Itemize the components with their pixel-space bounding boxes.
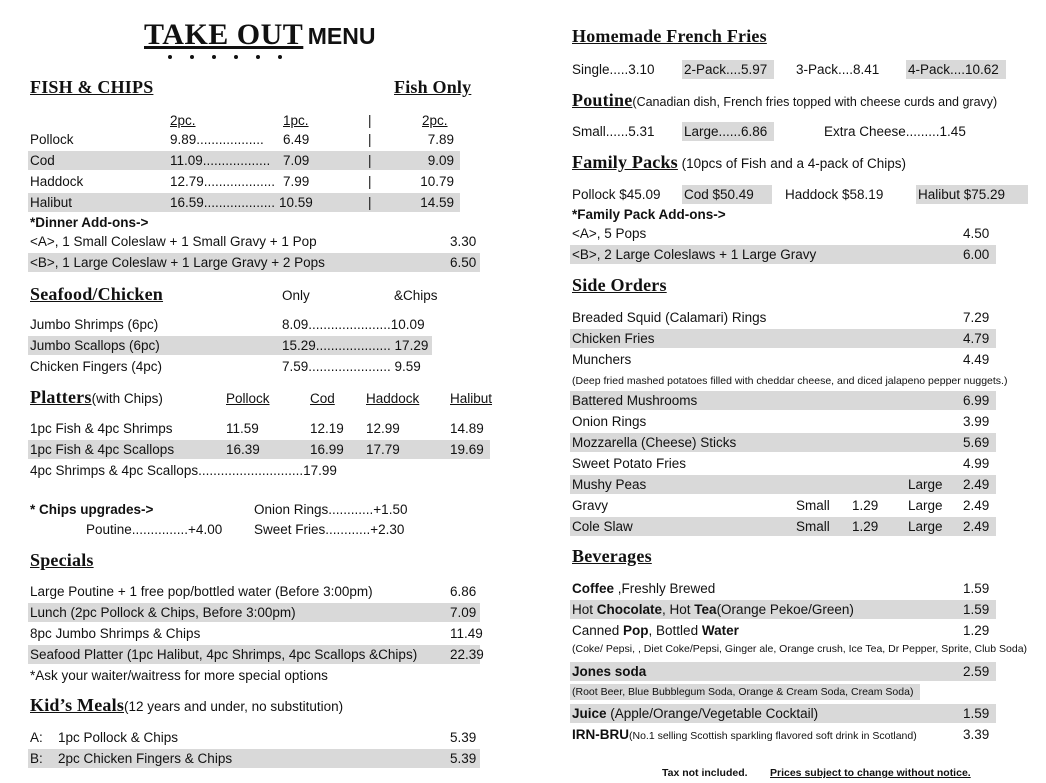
- fish-2pc: 16.59...................: [170, 195, 276, 210]
- family-heading: Family Packs: [572, 152, 678, 172]
- poutine-heading-wrap: [572, 90, 997, 111]
- poutine-large: Large......6.86: [684, 124, 768, 139]
- fish-name: Pollock: [30, 132, 74, 147]
- bev-canned-c: , Bottled: [648, 623, 702, 638]
- special-price: 22.39: [450, 647, 484, 662]
- side-mushy-large: Large: [908, 477, 943, 492]
- fish-2pc: 12.79...................: [170, 174, 276, 189]
- fish-2pc: 11.09..................: [170, 153, 271, 168]
- munchers-note: (Deep fried mashed potatoes filled with cheddar cheese, and diced jalapeno pepper nuggets.): [572, 375, 1008, 387]
- fries-heading: Homemade French Fries: [572, 26, 767, 46]
- bev-juice-price: 1.59: [963, 706, 990, 721]
- bev-heading: Beverages: [572, 546, 652, 566]
- family-heading-wrap: [572, 152, 906, 173]
- title-dot: [190, 55, 194, 59]
- bev-irn-price: 3.39: [963, 727, 990, 742]
- seafood-price: 7.59...................... 9.59: [282, 359, 421, 374]
- title-dot: [256, 55, 260, 59]
- special-price: 7.09: [450, 605, 477, 620]
- platter-price: 16.99: [310, 442, 344, 457]
- bev-coffee-desc: ,Freshly Brewed: [614, 581, 716, 596]
- bev-choc-b: Chocolate: [596, 602, 663, 617]
- bev-choc-a: Hot: [572, 602, 597, 617]
- title-dot: [168, 55, 172, 59]
- side-cole: Cole Slaw: [572, 519, 633, 534]
- side-gravy-large: Large: [908, 498, 943, 513]
- menu-title: [144, 18, 376, 52]
- seafood-name: Jumbo Scallops (6pc): [30, 338, 160, 353]
- kids-heading: Kid’s Meals: [30, 695, 125, 715]
- side-price: 5.69: [963, 435, 990, 450]
- side-cole-small: Small: [796, 519, 830, 534]
- fries-3pack: 3-Pack....8.41: [796, 62, 880, 77]
- seafood-col-only: Only: [282, 288, 310, 303]
- fish-2pc: 9.89..................: [170, 132, 264, 147]
- platter-last: 4pc Shrimps & 4pc Scallops............................17.99: [30, 463, 337, 478]
- bev-irn-name: IRN-BRU: [572, 727, 629, 742]
- bev-canned-b: Pop: [623, 623, 649, 638]
- side-price: 7.29: [963, 310, 990, 325]
- poutine-extra: Extra Cheese.........1.45: [824, 124, 966, 139]
- fish-only-price: 7.89: [427, 132, 454, 147]
- bev-juice: [572, 704, 818, 723]
- seafood-col-chips: &Chips: [394, 288, 438, 303]
- fish-sep: |: [368, 195, 372, 210]
- upgrade-poutine: Poutine...............+4.00: [86, 522, 223, 537]
- family-addon-price: 6.00: [963, 247, 990, 262]
- kids-text: 1pc Pollock & Chips: [58, 730, 179, 745]
- bev-juice-desc: (Apple/Orange/Vegetable Cocktail): [606, 706, 819, 721]
- seafood-name: Jumbo Shrimps (6pc): [30, 317, 159, 332]
- footer-prices: Prices subject to change without notice.: [770, 767, 971, 779]
- special-text: Seafood Platter (1pc Halibut, 4pc Shrimps, 4pc Scallops &Chips): [30, 647, 418, 662]
- side-text: Battered Mushrooms: [572, 393, 698, 408]
- kids-price: 5.39: [450, 751, 477, 766]
- fish-only-price: 14.59: [420, 195, 454, 210]
- side-price: 3.99: [963, 414, 990, 429]
- fries-single: Single.....3.10: [572, 62, 655, 77]
- family-addon-text: <A>, 5 Pops: [572, 226, 647, 241]
- specials-note: *Ask your waiter/waitress for more special options: [30, 668, 328, 683]
- bev-coffee-name: Coffee: [572, 581, 615, 596]
- upgrade-sweet: Sweet Fries............+2.30: [254, 522, 405, 537]
- bev-choc-d: Tea: [694, 602, 717, 617]
- col-2pc-only: 2pc.: [422, 113, 448, 128]
- side-price: 4.79: [963, 331, 990, 346]
- kids-sub: (12 years and under, no substitution): [124, 699, 344, 714]
- fish-chips-heading: FISH & CHIPS: [30, 77, 154, 97]
- side-text: Chicken Fries: [572, 331, 655, 346]
- kids-text: 2pc Chicken Fingers & Chips: [58, 751, 233, 766]
- seafood-heading: Seafood/Chicken: [30, 284, 164, 304]
- fish-only-price: 9.09: [427, 153, 454, 168]
- bev-jones-price: 2.59: [963, 664, 990, 679]
- side-price: 6.99: [963, 393, 990, 408]
- title-dot: [212, 55, 216, 59]
- sides-heading: Side Orders: [572, 275, 667, 295]
- platter-col: Pollock: [226, 391, 270, 406]
- fish-sep: |: [368, 174, 372, 189]
- family-addon-price: 4.50: [963, 226, 990, 241]
- bev-choc: [572, 600, 854, 619]
- addon-a-price: 3.30: [450, 234, 477, 249]
- family-cod: Cod $50.49: [684, 187, 754, 202]
- poutine-heading: Poutine: [572, 90, 633, 110]
- platter-price: 16.39: [226, 442, 260, 457]
- special-text: 8pc Jumbo Shrimps & Chips: [30, 626, 201, 641]
- side-mushy-price: 2.49: [963, 477, 990, 492]
- platters-sub: (with Chips): [91, 391, 163, 406]
- col-1pc: 1pc.: [283, 113, 309, 128]
- bev-choc-c: , Hot: [662, 602, 695, 617]
- poutine-small: Small......5.31: [572, 124, 655, 139]
- platters-heading-wrap: [30, 387, 163, 408]
- bev-jones-note: (Root Beer, Blue Bubblegum Soda, Orange & Cream Soda, Cream Soda): [572, 686, 914, 698]
- specials-heading: Specials: [30, 550, 94, 570]
- addon-a-text: <A>, 1 Small Coleslaw + 1 Small Gravy + 1 Pop: [30, 234, 317, 249]
- side-text: Sweet Potato Fries: [572, 456, 687, 471]
- title-dot: [278, 55, 282, 59]
- bev-juice-name: Juice: [572, 706, 607, 721]
- platter-name: 1pc Fish & 4pc Shrimps: [30, 421, 173, 436]
- addon-b-text: <B>, 1 Large Coleslaw + 1 Large Gravy + 2 Pops: [30, 255, 325, 270]
- seafood-price: 8.09......................10.09: [282, 317, 425, 332]
- title-dot: [234, 55, 238, 59]
- special-price: 11.49: [450, 626, 483, 641]
- addon-b-price: 6.50: [450, 255, 477, 270]
- fish-1pc: 6.49: [283, 132, 310, 147]
- seafood-name: Chicken Fingers (4pc): [30, 359, 163, 374]
- fries-2pack: 2-Pack....5.97: [684, 62, 768, 77]
- platter-price: 17.79: [366, 442, 400, 457]
- bev-canned-price: 1.29: [963, 623, 990, 638]
- upgrade-onion: Onion Rings............+1.50: [254, 502, 408, 517]
- side-text: Mozzarella (Cheese) Sticks: [572, 435, 737, 450]
- bev-jones: Jones soda: [572, 664, 647, 679]
- bev-coffee-price: 1.59: [963, 581, 990, 596]
- chips-upgrades-label: * Chips upgrades->: [30, 502, 154, 517]
- side-price: 4.99: [963, 456, 990, 471]
- title-take-out: TAKE OUT: [144, 18, 304, 51]
- special-text: Lunch (2pc Pollock & Chips, Before 3:00pm): [30, 605, 296, 620]
- side-gravy-small: Small: [796, 498, 830, 513]
- side-gravy: Gravy: [572, 498, 609, 513]
- bev-canned-note: (Coke/ Pepsi, , Diet Coke/Pepsi, Ginger ale, Orange crush, Ice Tea, Dr Pepper, Sprite, Club Soda): [572, 643, 1028, 655]
- side-cole-price: 2.49: [963, 519, 990, 534]
- bev-coffee: [572, 579, 715, 598]
- bev-choc-e: (Orange Pekoe/Green): [716, 602, 854, 617]
- side-text: Munchers: [572, 352, 632, 367]
- fish-name: Cod: [30, 153, 55, 168]
- seafood-price: 15.29.................... 17.29: [282, 338, 429, 353]
- fish-1pc: 7.09: [283, 153, 310, 168]
- special-price: 6.86: [450, 584, 477, 599]
- special-text: Large Poutine + 1 free pop/bottled water (Before 3:00pm): [30, 584, 373, 599]
- fish-only-heading: Fish Only: [394, 77, 472, 97]
- footer-tax: Tax not included.: [662, 767, 748, 779]
- side-mushy: Mushy Peas: [572, 477, 647, 492]
- side-cole-small-price: 1.29: [852, 519, 879, 534]
- platter-price: 11.59: [226, 421, 259, 436]
- fish-sep: |: [368, 153, 372, 168]
- side-text: Onion Rings: [572, 414, 647, 429]
- platter-col: Halibut: [450, 391, 493, 406]
- col-2pc: 2pc.: [170, 113, 196, 128]
- bev-choc-price: 1.59: [963, 602, 990, 617]
- fish-name: Halibut: [30, 195, 73, 210]
- bev-canned-d: Water: [701, 623, 739, 638]
- side-cole-large: Large: [908, 519, 943, 534]
- poutine-sub: (Canadian dish, French fries topped with cheese curds and gravy): [632, 95, 998, 109]
- platter-name: 1pc Fish & 4pc Scallops: [30, 442, 175, 457]
- side-gravy-small-price: 1.29: [852, 498, 879, 513]
- fish-only-price: 10.79: [420, 174, 454, 189]
- bev-irn: [572, 725, 917, 746]
- platter-price: 19.69: [450, 442, 484, 457]
- platter-col: Cod: [310, 391, 335, 406]
- family-sub: (10pcs of Fish and a 4-pack of Chips): [677, 156, 907, 171]
- fish-1pc: 7.99: [283, 174, 310, 189]
- fish-sep: |: [368, 132, 372, 147]
- side-text: Breaded Squid (Calamari) Rings: [572, 310, 767, 325]
- side-gravy-price: 2.49: [963, 498, 990, 513]
- bev-canned-a: Canned: [572, 623, 624, 638]
- title-menu: MENU: [307, 23, 376, 49]
- platter-price: 12.19: [310, 421, 344, 436]
- kids-letter: A:: [30, 730, 43, 745]
- kids-price: 5.39: [450, 730, 477, 745]
- bev-irn-desc: (No.1 selling Scottish sparkling flavored soft drink in Scotland): [629, 730, 917, 742]
- dinner-addons-title: *Dinner Add-ons->: [30, 215, 149, 230]
- platter-price: 12.99: [366, 421, 400, 436]
- family-addons-title: *Family Pack Add-ons->: [572, 207, 726, 222]
- fries-4pack: 4-Pack....10.62: [908, 62, 999, 77]
- bev-canned: [572, 621, 739, 640]
- family-pollock: Pollock $45.09: [572, 187, 661, 202]
- kids-letter: B:: [30, 751, 43, 766]
- family-haddock: Haddock $58.19: [785, 187, 884, 202]
- fish-1pc: 10.59: [279, 195, 313, 210]
- platters-heading: Platters: [30, 387, 92, 407]
- col-separator: |: [368, 113, 372, 128]
- side-price: 4.49: [963, 352, 990, 367]
- family-addon-text: <B>, 2 Large Coleslaws + 1 Large Gravy: [572, 247, 817, 262]
- family-halibut: Halibut $75.29: [918, 187, 1006, 202]
- fish-name: Haddock: [30, 174, 84, 189]
- kids-heading-wrap: [30, 695, 343, 716]
- platter-col: Haddock: [366, 391, 420, 406]
- platter-price: 14.89: [450, 421, 484, 436]
